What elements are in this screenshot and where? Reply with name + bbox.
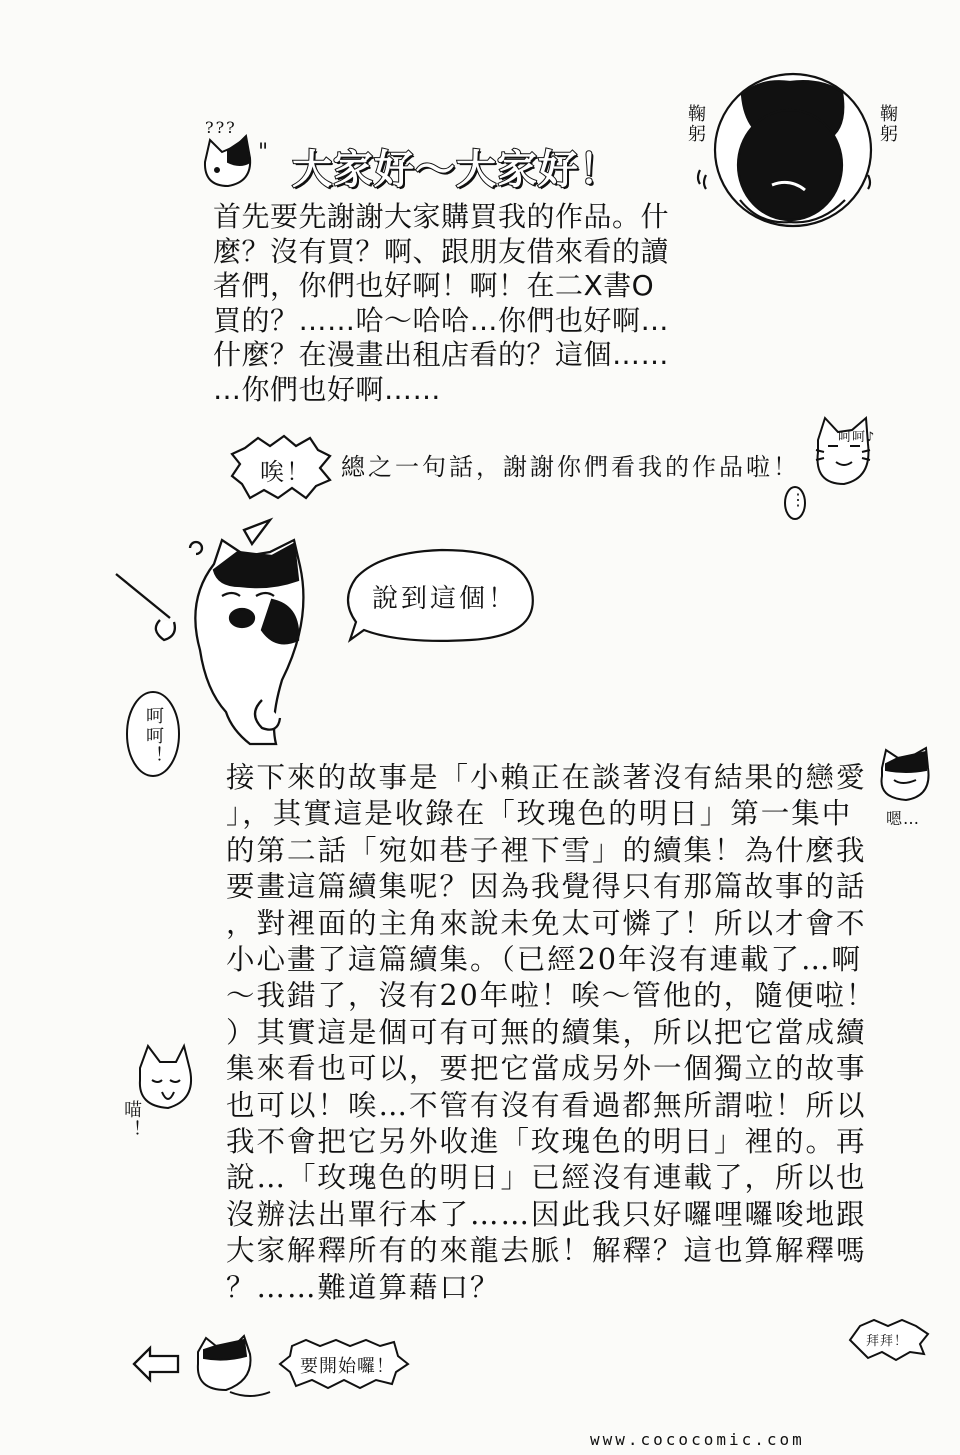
intro-paragraph	[213, 200, 673, 407]
quote-mark: "	[258, 140, 269, 165]
back-arrow-icon	[134, 1348, 178, 1380]
story-line: 沒辦法出單行本了……因此我只好囉哩囉唆地跟	[226, 1197, 867, 1231]
story-line: 說…「玫瑰色的明日」已經沒有連載了，所以也	[226, 1161, 867, 1195]
intro-line: 麼？沒有買？啊、跟朋友借來看的讀	[213, 234, 670, 268]
thanks-line: 總之一句話，謝謝你們看我的作品啦！	[341, 453, 800, 481]
bowing-cat-illustration	[698, 74, 871, 226]
speech-text: 說到這個！	[372, 584, 518, 614]
bye-text: 拜拜！	[866, 1334, 909, 1349]
question-marks: ???	[205, 118, 237, 137]
story-line: 的第二話「宛如巷子裡下雪」的續集！為什麼我	[226, 833, 867, 867]
intro-line: 什麼？在漫畫出租店看的？這個……	[213, 338, 670, 371]
bow-sound-left: 鞠躬	[685, 104, 706, 144]
intro-line: 首先要先謝謝大家購買我的作品。什	[213, 200, 670, 233]
bow-sound-right: 鞠躬	[877, 104, 898, 144]
story-line: ～我錯了，沒有20年啦！唉～管他的，隨便啦！	[226, 979, 877, 1013]
story-line: 接下來的故事是「小賴正在談著沒有結果的戀愛	[226, 761, 867, 794]
story-line: 」，其實這是收錄在「玫瑰色的明日」第一集中	[226, 797, 853, 831]
story-line: 集來看也可以，要把它當成另外一個獨立的故事	[226, 1052, 867, 1086]
story-line: ，對裡面的主角來說未免太可憐了！所以才會不	[226, 906, 867, 940]
story-line: 大家解釋所有的來龍去脈！解釋？這也算解釋嗎	[226, 1234, 867, 1268]
page-heading: 大家好～大家好！	[292, 147, 620, 193]
meow-cat-icon	[140, 1046, 191, 1108]
story-line: 要畫這篇續集呢？因為我覺得只有那篇故事的話	[226, 870, 867, 904]
laugh-bubble-text: 呵呵！	[143, 706, 164, 766]
story-line: 也可以！唉…不管有沒有看過都無所謂啦！所以	[226, 1088, 867, 1122]
story-line: 小心畫了這篇續集。（已經20年沒有連載了…啊	[226, 943, 863, 977]
hmm-cat-icon	[882, 748, 929, 800]
small-cat-head-icon	[205, 136, 250, 186]
intro-line: 買的？……哈～哈哈…你們也好啊…	[213, 303, 670, 337]
laugh-note: 呵呵♪	[838, 430, 876, 445]
intro-line: …你們也好啊……	[213, 372, 442, 406]
dots-note: ⋮	[790, 490, 806, 509]
story-paragraph	[226, 760, 877, 1306]
bottom-cat-illustration	[198, 1336, 270, 1396]
intro-line: 者們，你們也好啊！啊！在二X書O	[213, 269, 655, 302]
story-line: ）其實這是個可有可無的續集，所以把它當成續	[226, 1015, 867, 1049]
start-text: 要開始囉！	[300, 1356, 395, 1377]
meow-note: 喵！	[121, 1100, 142, 1140]
hmm-note: 嗯…	[886, 809, 921, 828]
sigh-bubble-text: 唉！	[260, 458, 312, 486]
footer-url: www.cococomic.com	[590, 1430, 805, 1449]
story-line: 我不會把它另外收進「玫瑰色的明日」裡的。再	[226, 1125, 867, 1159]
story-line: ？……難道算藉口？	[226, 1270, 501, 1304]
